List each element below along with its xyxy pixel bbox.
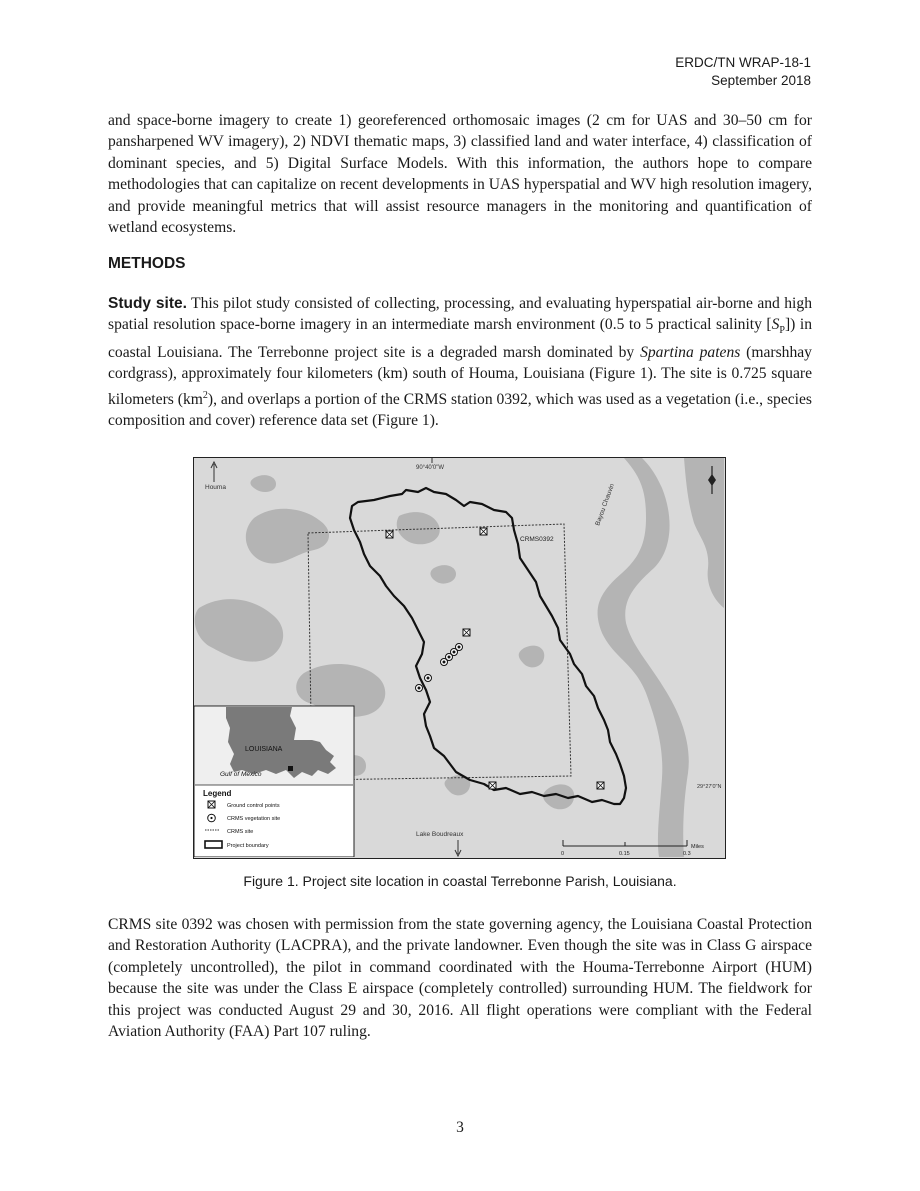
- houma-label: Houma: [205, 484, 226, 491]
- top-coordinate-label: 90°40'0"W: [416, 465, 445, 471]
- study-site-lead: Study site.: [108, 295, 187, 312]
- gcp-marker-icon: [386, 531, 393, 538]
- methods-heading: METHODS: [108, 255, 186, 272]
- study-site-text-2: ]) in coastal Louisiana. The Terrebonne project site is a degraded marsh dominated by: [108, 316, 812, 361]
- site-map-figure: [193, 457, 726, 859]
- study-site-text-3: (marshhay cordgrass), approximately four kilometers (km) south of Houma, Louisiana (Figure 1). The site is 0.725 square kilometers (km: [108, 343, 812, 408]
- intro-paragraph: and space-borne imagery to create 1) georeferenced orthomosaic images (2 cm for UAS and 30–50 cm for pansharpened WV imagery), 2) NDVI thematic maps, 3) classified land and water interface, 4) classification of dominant species, and 5) Digital Surface Models. With this information, the authors hope to compare methodologies that can capitalize on recent developments in UAS hyperspatial and WV high resolution imagery, and provide meaningful metrics that will assist resource managers in the monitoring and quantification of wetland ecosystems.: [108, 112, 812, 237]
- legend-item-label: CRMS vegetation site: [227, 816, 281, 822]
- species-name: Spartina patens: [640, 343, 741, 361]
- small-pond-3: [519, 646, 545, 668]
- study-site-text-4: ), and overlaps a portion of the CRMS station 0392, which was used as a vegetation (i.e., species composition and cover) reference data set (Figure 1).: [108, 390, 812, 430]
- east-marsh-water: [684, 458, 724, 608]
- bayou-label: Bayou Chauvin: [594, 482, 616, 527]
- vegetation-site-icon: [416, 685, 423, 692]
- legend-vegetation-icon: [208, 814, 216, 822]
- closing-paragraph: CRMS site 0392 was chosen with permission from the state governing agency, the Louisiana Coastal Protection and Restoration Authority (LACPRA), and the private landowner. Even though the site was in Class G airspace (completely uncontrolled), the pilot in command coordinated with the Houma-Terrebonne Airport (HUM) because the site was under the Class E airspace (completely controlled) surrounding HUM. The fieldwork for this project was conducted August 29 and 30, 2016. All flight operations were compliant with the Federal Aviation Authority (FAA) Part 107 ruling.: [108, 916, 812, 1041]
- scale-tick-label: 0: [561, 851, 565, 857]
- report-id: ERDC/TN WRAP-18-1: [675, 55, 811, 70]
- inset-gulf-label: Gulf of Mexico: [220, 771, 262, 778]
- legend-item-label: CRMS site: [227, 829, 254, 835]
- scale-tick-label: 0.3: [683, 851, 691, 857]
- lake-label: Lake Boudreaux: [416, 831, 464, 838]
- page-header: [675, 54, 811, 90]
- scale-unit-label: Miles: [691, 844, 704, 850]
- site-location-marker: [288, 766, 293, 771]
- legend-title: Legend: [203, 789, 232, 798]
- small-pond-6: [430, 565, 456, 583]
- legend-item-label: Ground control points: [227, 803, 280, 809]
- legend-item-label: Project boundary: [227, 843, 269, 849]
- area-superscript: 2: [202, 389, 208, 401]
- salinity-subscript: P: [779, 325, 785, 337]
- site-map: [194, 458, 724, 857]
- page-number: 3: [456, 1119, 464, 1136]
- inset-state-label: LOUISIANA: [245, 746, 283, 753]
- vegetation-site-icon: [456, 644, 463, 651]
- gcp-marker-icon: [597, 782, 604, 789]
- study-site-paragraph: [108, 293, 812, 432]
- salinity-symbol: S: [771, 316, 780, 334]
- inset-panel: [194, 706, 354, 857]
- report-date: September 2018: [711, 73, 811, 88]
- study-site-text-1: This pilot study consisted of collecting, processing, and evaluating hyperspatial air-borne and high spatial resolution space-borne imagery in an intermediate marsh environment (0.5 to 5 practical salinity [: [108, 295, 812, 334]
- north-pond: [397, 512, 440, 544]
- gcp-marker-icon: [480, 528, 487, 535]
- legend-gcp-icon: [208, 801, 215, 808]
- northwest-lake: [246, 509, 329, 564]
- crms-site-label: CRMS0392: [520, 536, 554, 543]
- gcp-marker-icon: [463, 629, 470, 636]
- scale-tick-label: 0.15: [619, 851, 630, 857]
- bayou-chauvin-water: [598, 458, 689, 857]
- west-lake: [195, 599, 283, 661]
- figure-caption: Figure 1. Project site location in coastal Terrebonne Parish, Louisiana.: [243, 873, 677, 889]
- vegetation-site-icon: [425, 675, 432, 682]
- small-pond-7: [250, 475, 276, 492]
- right-coordinate-label: 29°27'0"N: [697, 784, 722, 790]
- gcp-marker-icon: [489, 782, 496, 789]
